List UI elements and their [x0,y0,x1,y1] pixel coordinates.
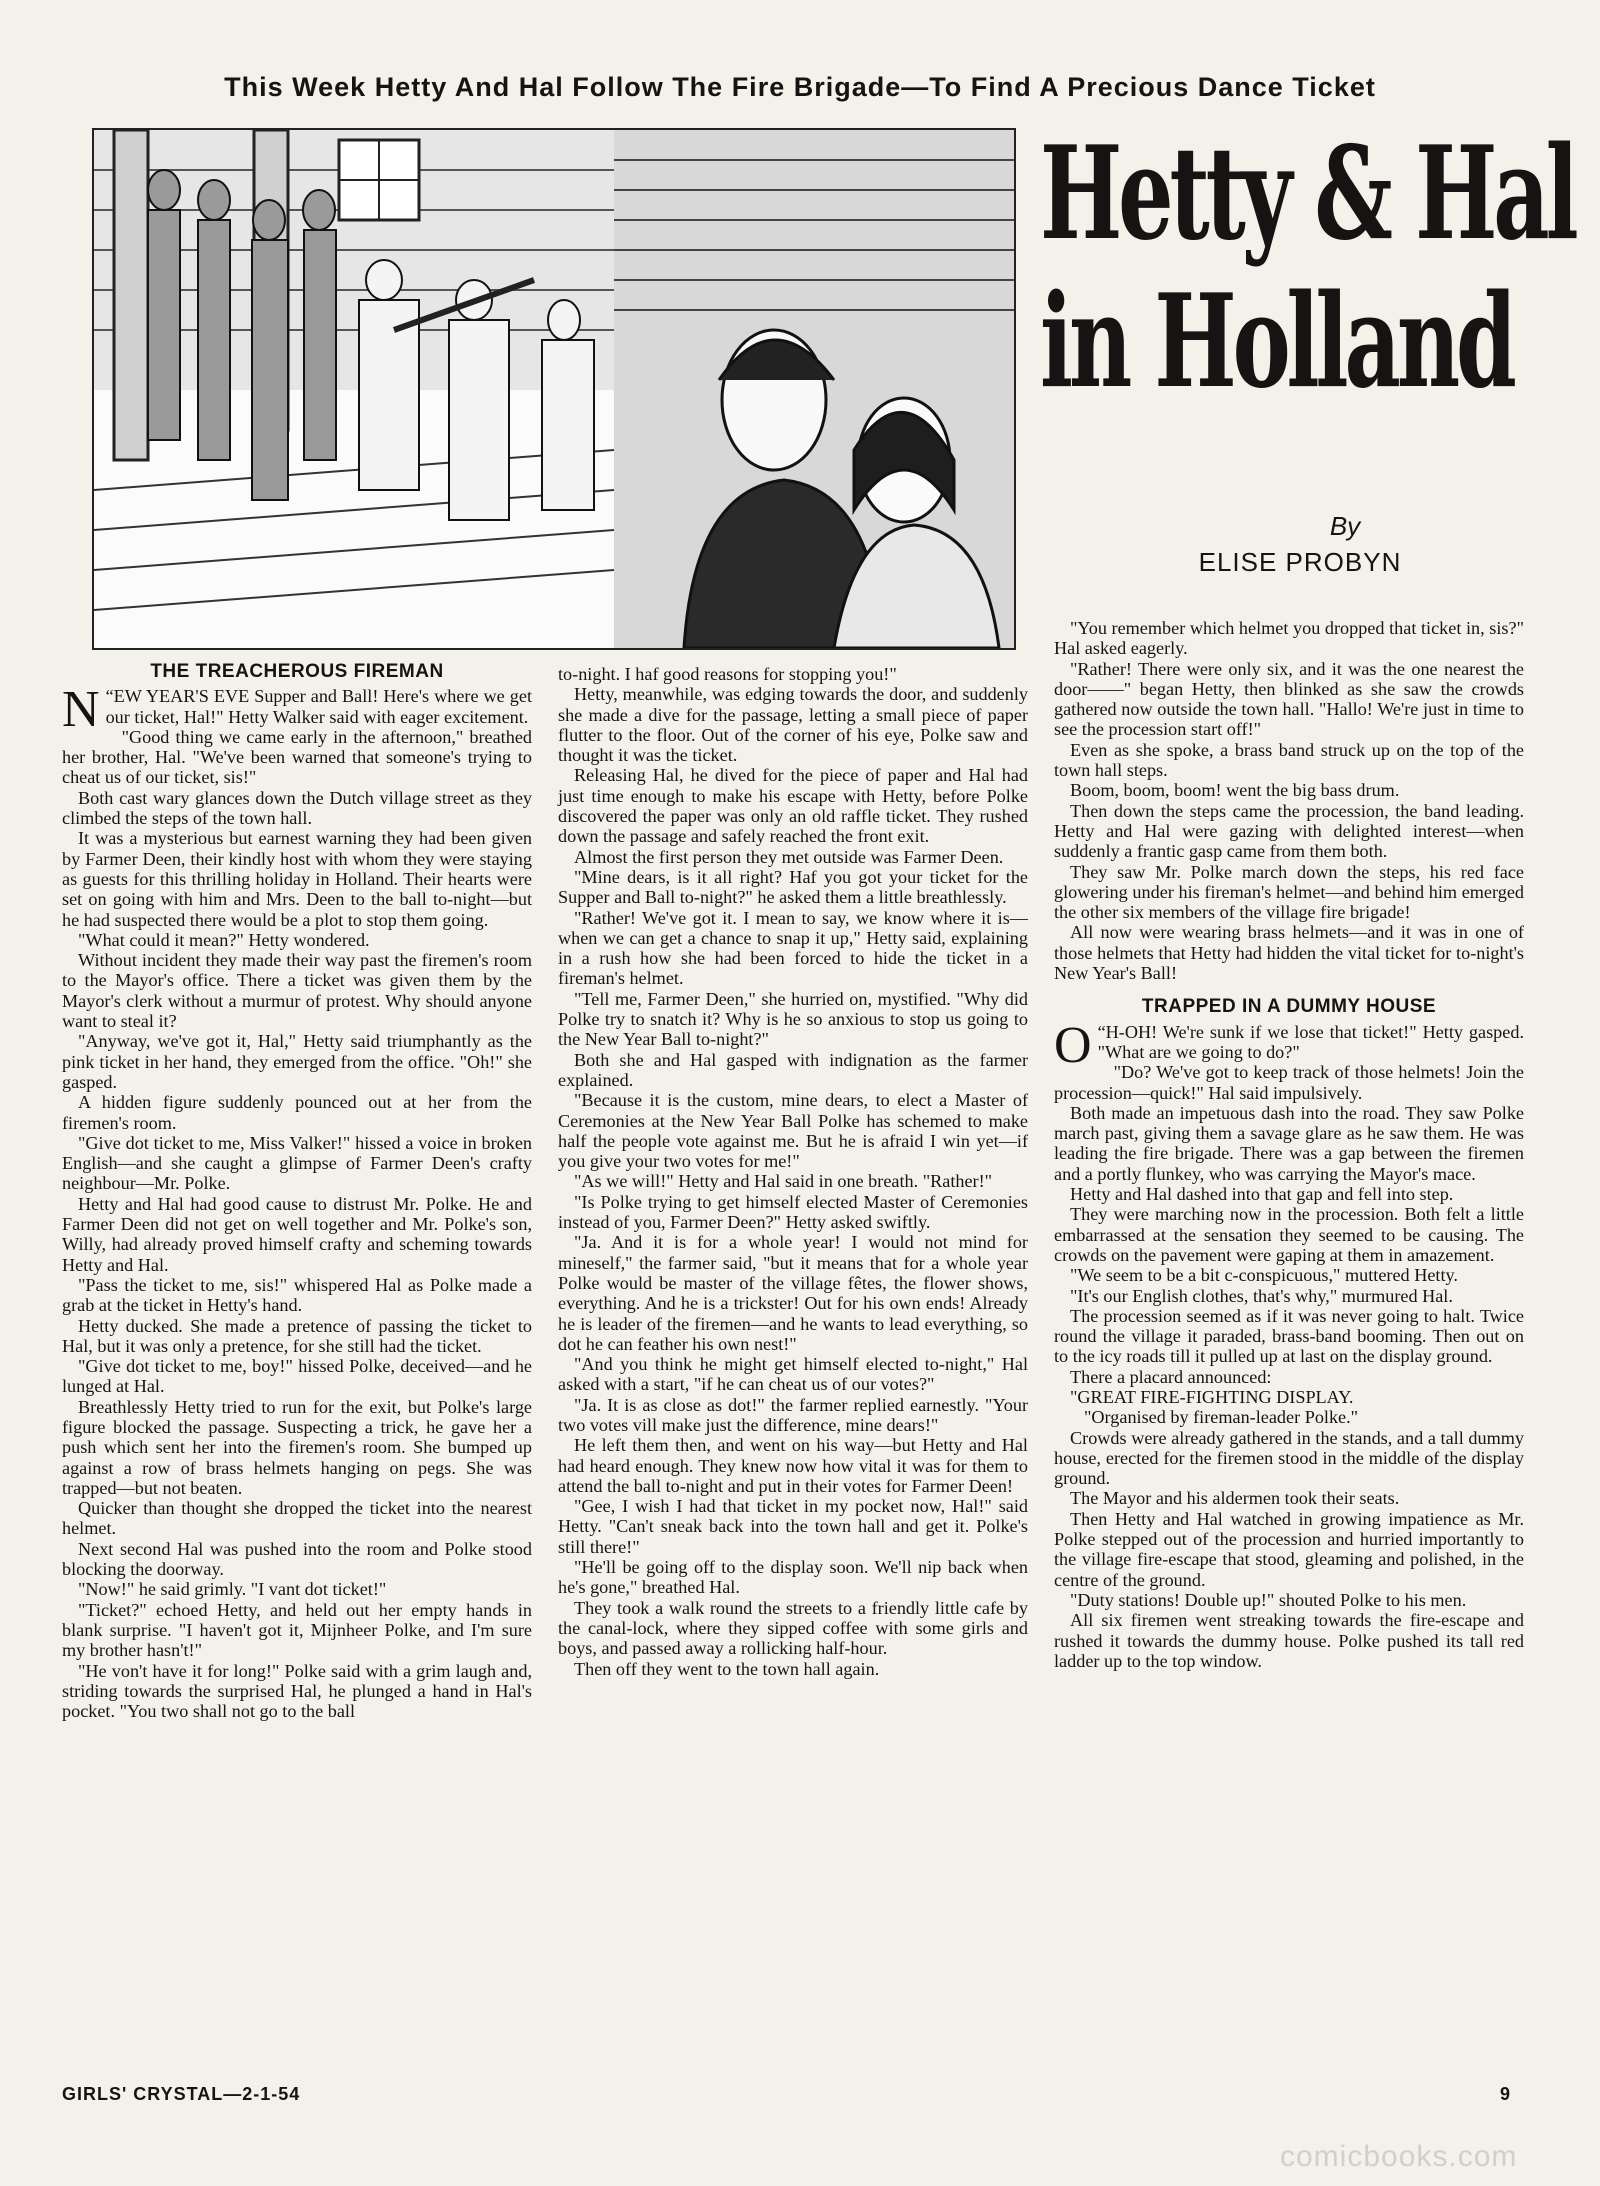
story-title-line-2: in Holland [1040,267,1513,417]
paragraph: Then off they went to the town hall again. [574,1658,880,1679]
watermark: comicbooks.com [1280,2140,1518,2173]
byline [1180,508,1420,580]
paragraph: Both cast wary glances down the Dutch village street as they climbed the steps of the town hall. [62,787,532,829]
paragraph: Releasing Hal, he dived for the piece of paper and Hal had just time enough to make his escape with Hetty, before Polke discovered the paper was only an old raffle ticket. They rushed down the passage and safely reached the front exit. [558,765,1028,847]
paragraph: "What could it mean?" Hetty wondered. [78,929,370,950]
paragraph: "Give dot ticket to me, Miss Valker!" hissed a voice in broken English—and she caught a glimpse of Farmer Deen's crafty neighbour—Mr. Polke. [62,1132,532,1194]
paragraph: Next second Hal was pushed into the room and Polke stood blocking the doorway. [62,1538,532,1580]
paragraph: "As we will!" Hetty and Hal said in one breath. "Rather!" [574,1171,993,1192]
drop-cap: O [1054,1016,1092,1074]
paragraph: Both she and Hal gasped with indignation as the farmer explained. [558,1049,1028,1090]
paragraph: "Now!" he said grimly. "I vant dot ticket!" [78,1579,387,1600]
paragraph: "Rather! We've got it. I mean to say, we know where it is—when we can get a chance to snap it up," Hetty said, explaining in a rush how she had been forced to hide the ticket in a fireman's helmet. [558,907,1028,989]
paragraph: "Is Polke trying to get himself elected Master of Ceremonies instead of you, Farmer Deen?" Hetty asked swiftly. [558,1191,1028,1233]
paragraph: "You remember which helmet you dropped that ticket in, sis?" Hal asked eagerly. [1054,618,1524,659]
section-heading-treacherous-fireman: THE TREACHEROUS FIREMAN [150,661,444,682]
paragraph: The Mayor and his aldermen took their seats. [1070,1488,1400,1509]
paragraph: Hetty, meanwhile, was edging towards the door, and suddenly she made a dive for the passage, letting a small piece of paper flutter to the floor. Out of the corner of his eye, Polke saw and thought it was the ticket. [558,684,1028,766]
paragraph: "Good thing we came early in the afternoon," breathed her brother, Hal. "We've been warned that someone's trying to cheat us of our ticket, sis!" [62,726,532,788]
paragraph: "Duty stations! Double up!" shouted Polke to his men. [1070,1589,1467,1610]
story-illustration-icon [94,130,1014,648]
story-title [1040,119,1575,417]
paragraph: He left them then, and went on his way—but Hetty and Hal had heard enough. They knew now how vital it was for them to attend the ball to-night and put in their votes for Farmer Deen! [558,1435,1028,1496]
paragraph: "Anyway, we've got it, Hal," Hetty said triumphantly as the pink ticket in her hand, they emerged from the office. "Oh!" she gasped. [62,1031,532,1092]
paragraph: Boom, boom, boom! went the big bass drum. [1070,780,1400,801]
section-heading-trapped-dummy-house: TRAPPED IN A DUMMY HOUSE [1141,996,1437,1018]
paragraph: Crowds were already gathered in the stands, and a tall dummy house, erected for the firemen stood in the middle of the display ground. [1054,1427,1524,1489]
story-tagline: This Week Hetty And Hal Follow The Fire Brigade—To Find A Precious Dance Ticket [224,72,1376,102]
paragraph: Then Hetty and Hal watched in growing impatience as Mr. Polke stepped out of the procession and hurried importantly to the village fire-escape that stood, gleaming and polished, in the centre of the ground. [1054,1508,1524,1590]
paragraph: There a placard announced: [1070,1366,1272,1387]
paragraph: "Ja. And it is for a whole year! I would not mind for mineself," the farmer said, "but it means that for a whole year Polke would be master of the village fêtes, the flower shows, everything. And he is a trickster! Out for his own ends! Already he is leader of the firemen—and he wants to lead everything, so dot he can feather his own nest!" [558,1232,1028,1354]
paragraph: All now were wearing brass helmets—and it was in one of those helmets that Hetty had hidden the vital ticket for to-night's New Year's Ball! [1054,922,1524,984]
placard-line: "GREAT FIRE-FIGHTING DISPLAY. [1070,1386,1354,1407]
author-name: ELISE PROBYN [1198,547,1402,577]
paragraph: It was a mysterious but earnest warning they had been given by Farmer Deen, their kindly host with whom they were staying as guests for this thrilling holiday in Holland. Their hearts were set on going with him and Mrs. Deen to the ball to-night—but he had suspected there would be a plot to stop them going. [62,828,532,930]
paragraph: Breathlessly Hetty tried to run for the exit, but Polke's large figure blocked the passage. Suspecting a trick, he gave her a push which sent her into the firemen's room. She bumped up against a row of brass helmets hanging on pegs. She was trapped—but not beaten. [62,1396,532,1498]
paragraph: “ N EW YEAR'S EVE Supper and Ball! Here's where we get our ticket, Hal!" Hetty Walker said with eager excitement. [62,681,532,739]
paragraph: "Ticket?" echoed Hetty, and held out her empty hands in blank surprise. "I haven't got it, Mijnheer Polke, and I'm sure my brother hasn't!" [62,1599,532,1661]
paragraph: "He'll be going off to the display soon. We'll nip back when he's gone," breathed Hal. [558,1557,1028,1598]
drop-cap: N [62,681,100,739]
column-1 [62,660,532,1721]
paragraph: "Pass the ticket to me, sis!" whispered Hal as Polke made a grab at the ticket in Hetty's hand. [62,1274,532,1316]
paragraph: “ O H-OH! We're sunk if we lose that ticket!" Hetty gasped. "What are we going to do?" [1054,1016,1524,1074]
paragraph: "Tell me, Farmer Deen," she hurried on, mystified. "Why did Polke try to snatch it? Why is he so anxious to stop us going to the New Year Ball to-night?" [558,988,1028,1050]
paragraph: Hetty ducked. She made a pretence of passing the ticket to Hal, but it was only a pretence, for she still had the ticket. [62,1315,532,1356]
paragraph: Hetty and Hal had good cause to distrust Mr. Polke. He and Farmer Deen did not get on well together and Mr. Polke's son, Willy, had already proved himself crafty and scheming towards Hetty and Hal. [62,1193,532,1275]
publication-footer: GIRLS' CRYSTAL—2-1-54 [62,2084,301,2104]
byline-by: By [1329,511,1361,541]
paragraph: A hidden figure suddenly pounced out at her from the firemen's room. [62,1092,532,1133]
paragraph: Then down the steps came the procession, the band leading. Hetty and Hal were gazing with delighted interest—when suddenly a frantic gasp came from them both. [1054,800,1524,862]
paragraph: They saw Mr. Polke march down the steps, his red face glowering under his fireman's helmet—and behind him emerged the other six members of the village fire brigade! [1054,861,1524,923]
paragraph: "It's our English clothes, that's why," murmured Hal. [1070,1285,1453,1306]
paragraph: Without incident they made their way past the firemen's room to the Mayor's office. There a ticket was given them by the Mayor's clerk without a murmur of protest. Why should anyone want to steal it? [62,950,532,1032]
paragraph: All six firemen went streaking towards the fire-escape and rushed it towards the dummy house. Polke pushed its tall red ladder up to the top window. [1054,1610,1524,1671]
paragraph: Even as she spoke, a brass band struck up on the top of the town hall steps. [1054,739,1524,781]
paragraph: "Gee, I wish I had that ticket in my pocket now, Hal!" said Hetty. "Can't sneak back into the town hall and get it. Polke's still there!" [558,1496,1028,1557]
paragraph: They were marching now in the procession. Both felt a little embarrassed at the sensation they seemed to be causing. The crowds on the pavement were gaping at them in amazement. [1054,1204,1524,1265]
paragraph: to-night. I haf good reasons for stopping you!" [558,664,897,684]
paragraph: "He von't have it for long!" Polke said with a grim laugh and, striding towards the surprised Hal, he plunged a hand in Hal's pocket. "You two shall not go to the ball [62,1660,532,1722]
paragraph: "Give dot ticket to me, boy!" hissed Polke, deceived—and he lunged at Hal. [62,1356,532,1397]
paragraph: Almost the first person they met outside was Farmer Deen. [574,846,1004,867]
paragraph: "We seem to be a bit c-conspicuous," muttered Hetty. [1070,1265,1458,1286]
paragraph: The procession seemed as if it was never going to halt. Twice round the village it paraded, brass-band booming. Then out on to the icy roads till it pulled up at last on the display ground. [1054,1305,1524,1367]
paragraph: Both made an impetuous dash into the road. They saw Polke march past, giving them a savage glare as he saw them. He was leading the fire brigade. There was a gap between the firemen and a portly flunkey, who was carrying the Mayor's mace. [1054,1102,1524,1184]
column-3 [1054,618,1524,1671]
paragraph: "Because it is the custom, mine dears, to elect a Master of Ceremonies at the New Year Ball Polke has schemed to make half the people vote against me. But he is afraid I win yet—if you give your two votes for me!" [558,1090,1028,1172]
page-number: 9 [1500,2084,1511,2104]
placard-line: "Organised by fireman-leader Polke." [1084,1407,1359,1428]
story-illustration [92,128,1016,650]
paragraph: Quicker than thought she dropped the ticket into the nearest helmet. [62,1498,532,1539]
paragraph: They took a walk round the streets to a friendly little cafe by the canal-lock, where they sipped coffee with some girls and boys, and passed away a rollicking half-hour. [558,1597,1028,1659]
story-title-line-1: Hetty & Hal [1040,119,1575,269]
paragraph: Hetty and Hal dashed into that gap and fell into step. [1070,1184,1454,1205]
paragraph: "Ja. It is as close as dot!" the farmer replied earnestly. "Your two votes vill make just the difference, mine dears!" [558,1394,1028,1435]
paragraph: "And you think he might get himself elected to-night," Hal asked with a start, "if he can cheat us of our votes?" [558,1354,1028,1395]
paragraph: "Rather! There were only six, and it was the one nearest the door——" began Hetty, then blinked as she saw the crowds gathered now outside the town hall. "Hallo! We're just in time to see the procession start off!" [1054,658,1524,740]
paragraph: "Do? We've got to keep track of those helmets! Join the procession—quick!" Hal said impulsively. [1054,1062,1524,1103]
paragraph: "Mine dears, is it all right? Haf you got your ticket for the Supper and Ball to-night?" he asked them a little breathlessly. [558,866,1028,908]
column-2 [558,664,1028,1679]
